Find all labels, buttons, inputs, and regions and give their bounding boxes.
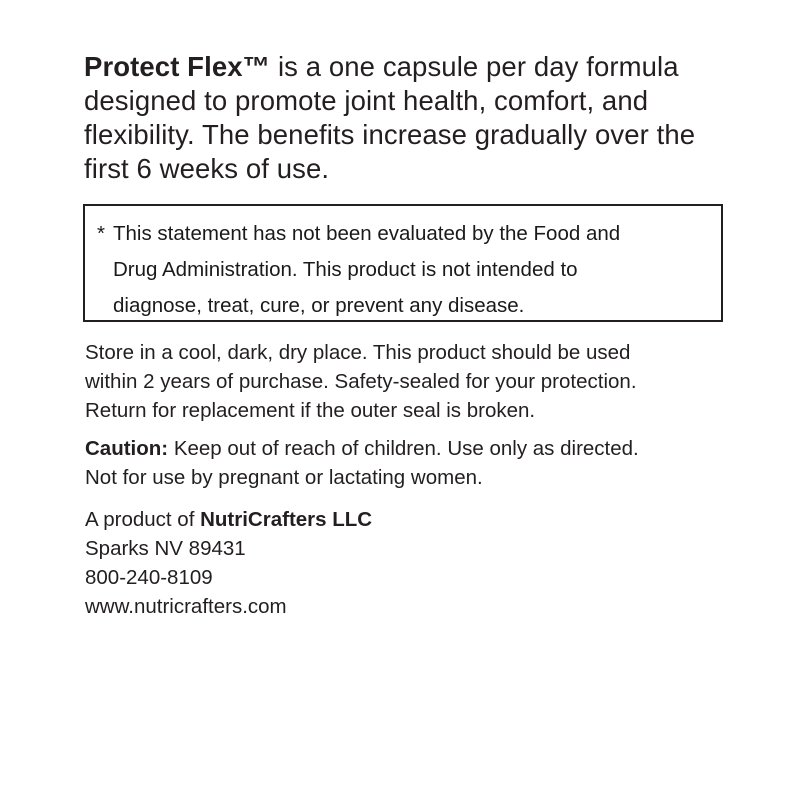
company-address: Sparks NV 89431	[85, 537, 246, 560]
caution-line-1	[85, 434, 765, 463]
description-line-2: designed to promote joint health, comfort, and	[84, 85, 649, 116]
company-website: www.nutricrafters.com	[85, 595, 287, 618]
asterisk-marker: *	[97, 222, 105, 245]
storage-instructions	[85, 338, 765, 425]
disclaimer-line-3: diagnose, treat, cure, or prevent any disease.	[113, 294, 525, 317]
disclaimer-line-1-text: This statement has not been evaluated by the Food and	[113, 222, 621, 245]
storage-line-1: Store in a cool, dark, dry place. This product should be used	[85, 341, 631, 364]
caution-notice	[85, 434, 765, 492]
fda-disclaimer-text	[97, 216, 727, 324]
product-description	[84, 50, 744, 186]
caution-label: Caution:	[85, 437, 169, 460]
company-info	[85, 505, 765, 621]
storage-line-3: Return for replacement if the outer seal is broken.	[85, 399, 536, 422]
company-line	[85, 505, 765, 534]
description-line-3: flexibility. The benefits increase gradually over the	[84, 119, 696, 150]
storage-line-2: within 2 years of purchase. Safety-sealed for your protection.	[85, 370, 637, 393]
description-line-4: first 6 weeks of use.	[84, 153, 330, 184]
caution-line-1-text: Keep out of reach of children. Use only as directed.	[168, 437, 639, 460]
product-brand-name: Protect Flex™	[84, 51, 271, 82]
caution-line-2: Not for use by pregnant or lactating women.	[85, 466, 483, 489]
company-phone: 800-240-8109	[85, 566, 213, 589]
company-name: NutriCrafters LLC	[200, 508, 373, 531]
fda-disclaimer-box	[83, 204, 723, 322]
company-prefix: A product of	[85, 508, 201, 531]
description-line-1	[84, 50, 744, 84]
disclaimer-line-2: Drug Administration. This product is not intended to	[113, 258, 578, 281]
disclaimer-line-1	[97, 216, 727, 252]
description-line-1-text: is a one capsule per day formula	[270, 51, 679, 82]
